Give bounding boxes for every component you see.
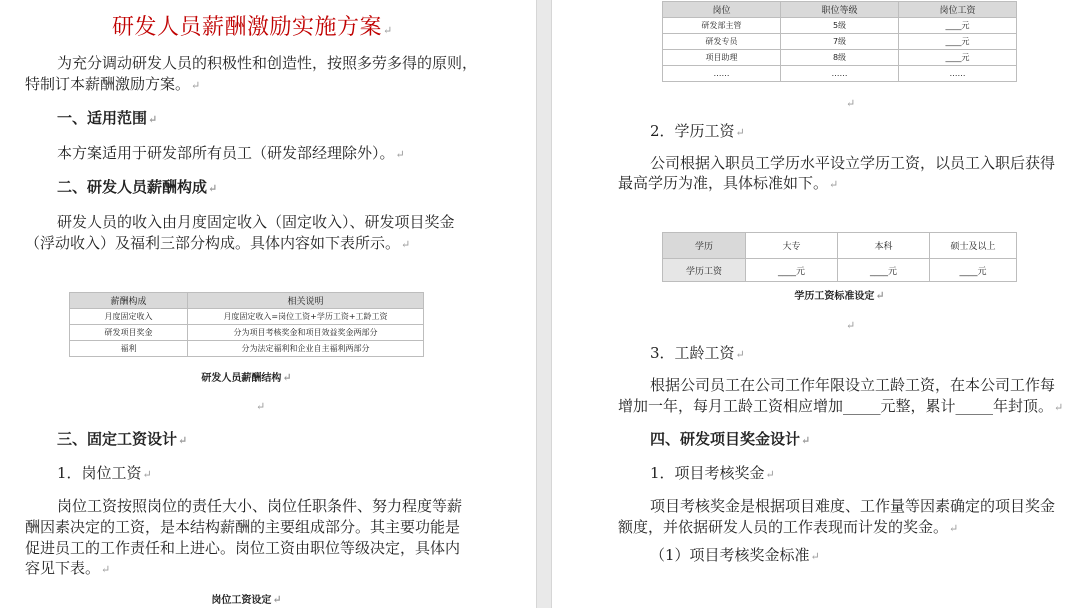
table-header: 岗位	[663, 2, 781, 18]
document-page-right	[552, 0, 1080, 608]
table-cell: ……	[781, 66, 899, 82]
table-row	[663, 34, 1017, 50]
empty-paragraph: ↵	[846, 97, 856, 110]
table-cell: 5级	[781, 18, 899, 34]
table-cell: 7级	[781, 34, 899, 50]
section-2-heading: 二、研发人员薪酬构成↵	[57, 178, 218, 196]
section-1-heading: 一、适用范围↵	[57, 109, 158, 127]
table-header: 薪酬构成	[70, 293, 188, 309]
table-row	[663, 50, 1017, 66]
table-header: 硕士及以上	[930, 233, 1017, 259]
section-4-heading: 四、研发项目奖金设计↵	[650, 430, 811, 448]
education-salary-caption: 学历工资标准设定↵	[794, 289, 885, 302]
subsection-1-heading: 1．岗位工资↵	[57, 464, 152, 482]
table-header-row	[663, 2, 1017, 18]
subsection-1-text-4: 容见下表。↵	[25, 559, 111, 577]
education-salary-table	[662, 232, 1017, 282]
subsection-1-text-2: 酬因素决定的工资，是本结构薪酬的主要组成部分。其主要功能是	[25, 518, 461, 536]
subsection-4-item-1: （1）项目考核奖金标准↵	[650, 546, 820, 564]
subsection-2-heading: 2．学历工资↵	[650, 122, 745, 140]
document-page-left	[0, 0, 536, 608]
table-header: 岗位工资	[899, 2, 1017, 18]
table-row	[70, 309, 424, 325]
empty-paragraph: ↵	[846, 319, 856, 332]
table-header: 相关说明	[188, 293, 424, 309]
table-row	[663, 259, 1017, 282]
page-gutter	[536, 0, 552, 608]
table-row	[663, 66, 1017, 82]
table-row	[70, 325, 424, 341]
table-cell: 月度固定收入=岗位工资+学历工资+工龄工资	[188, 309, 424, 325]
section-2-text-1: 研发人员的收入由月度固定收入（固定收入）、研发项目奖金	[57, 213, 455, 231]
table-cell: 分为法定福利和企业自主福利两部分	[188, 341, 424, 357]
table-header: 大专	[746, 233, 838, 259]
table-cell: ____元	[899, 50, 1017, 66]
table-header: 学历	[663, 233, 746, 259]
table-row	[70, 341, 424, 357]
subsection-1-text-1: 岗位工资按照岗位的责任大小、岗位任职条件、努力程度等薪	[57, 497, 463, 515]
subsection-3-text-2: 增加一年，每月工龄工资相应增加_____元整，累计_____年封顶。↵	[618, 397, 1064, 415]
salary-structure-table	[69, 292, 424, 357]
table-cell: 分为项目考核奖金和项目效益奖金两部分	[188, 325, 424, 341]
table-row	[663, 18, 1017, 34]
table-cell: ……	[899, 66, 1017, 82]
intro-line-2: 特制订本薪酬激励方案。↵	[25, 75, 201, 93]
table-cell: ____元	[899, 18, 1017, 34]
empty-paragraph: ↵	[256, 400, 266, 413]
subsection-2-text-2: 最高学历为准，具体标准如下。↵	[618, 174, 839, 192]
section-3-heading: 三、固定工资设计↵	[57, 430, 188, 448]
table-header-row	[663, 233, 1017, 259]
table-cell: 福利	[70, 341, 188, 357]
subsection-4-text-1: 项目考核奖金是根据项目难度、工作量等因素确定的项目奖金	[650, 497, 1056, 515]
document-title: 研发人员薪酬激励实施方案↵	[112, 15, 393, 40]
post-salary-table	[662, 1, 1017, 82]
table-cell: ____元	[899, 34, 1017, 50]
table-cell: 月度固定收入	[70, 309, 188, 325]
table-header: 本科	[838, 233, 930, 259]
table-cell: ____元	[746, 259, 838, 282]
table-cell: 研发专员	[663, 34, 781, 50]
table-cell: 8级	[781, 50, 899, 66]
subsection-1-text-3: 促进员工的工作责任和上进心。岗位工资由职位等级决定，具体内	[25, 539, 461, 557]
subsection-3-text-1: 根据公司员工在公司工作年限设立工龄工资，在本公司工作每	[650, 376, 1056, 394]
table-header: 职位等级	[781, 2, 899, 18]
subsection-3-heading: 3．工龄工资↵	[650, 344, 745, 362]
post-salary-caption: 岗位工资设定↵	[211, 593, 282, 606]
section-2-text-2: （浮动收入）及福利三部分构成。具体内容如下表所示。↵	[25, 234, 411, 252]
table-cell: 项目助理	[663, 50, 781, 66]
table-cell: 学历工资	[663, 259, 746, 282]
table-header-row	[70, 293, 424, 309]
table-cell: ……	[663, 66, 781, 82]
subsection-4-text-2: 额度，并依据研发人员的工作表现而计发的奖金。↵	[618, 518, 959, 536]
table-cell: 研发项目奖金	[70, 325, 188, 341]
salary-structure-caption: 研发人员薪酬结构↵	[201, 371, 292, 384]
subsection-4-heading: 1．项目考核奖金↵	[650, 464, 775, 482]
table-cell: 研发部主管	[663, 18, 781, 34]
subsection-2-text-1: 公司根据入职员工学历水平设立学历工资，以员工入职后获得	[650, 154, 1056, 172]
table-cell: ____元	[930, 259, 1017, 282]
intro-line-1: 为充分调动研发人员的积极性和创造性，按照多劳多得的原则，	[57, 54, 478, 72]
table-cell: ____元	[838, 259, 930, 282]
section-1-text: 本方案适用于研发部所有员工（研发部经理除外）。↵	[57, 144, 405, 162]
